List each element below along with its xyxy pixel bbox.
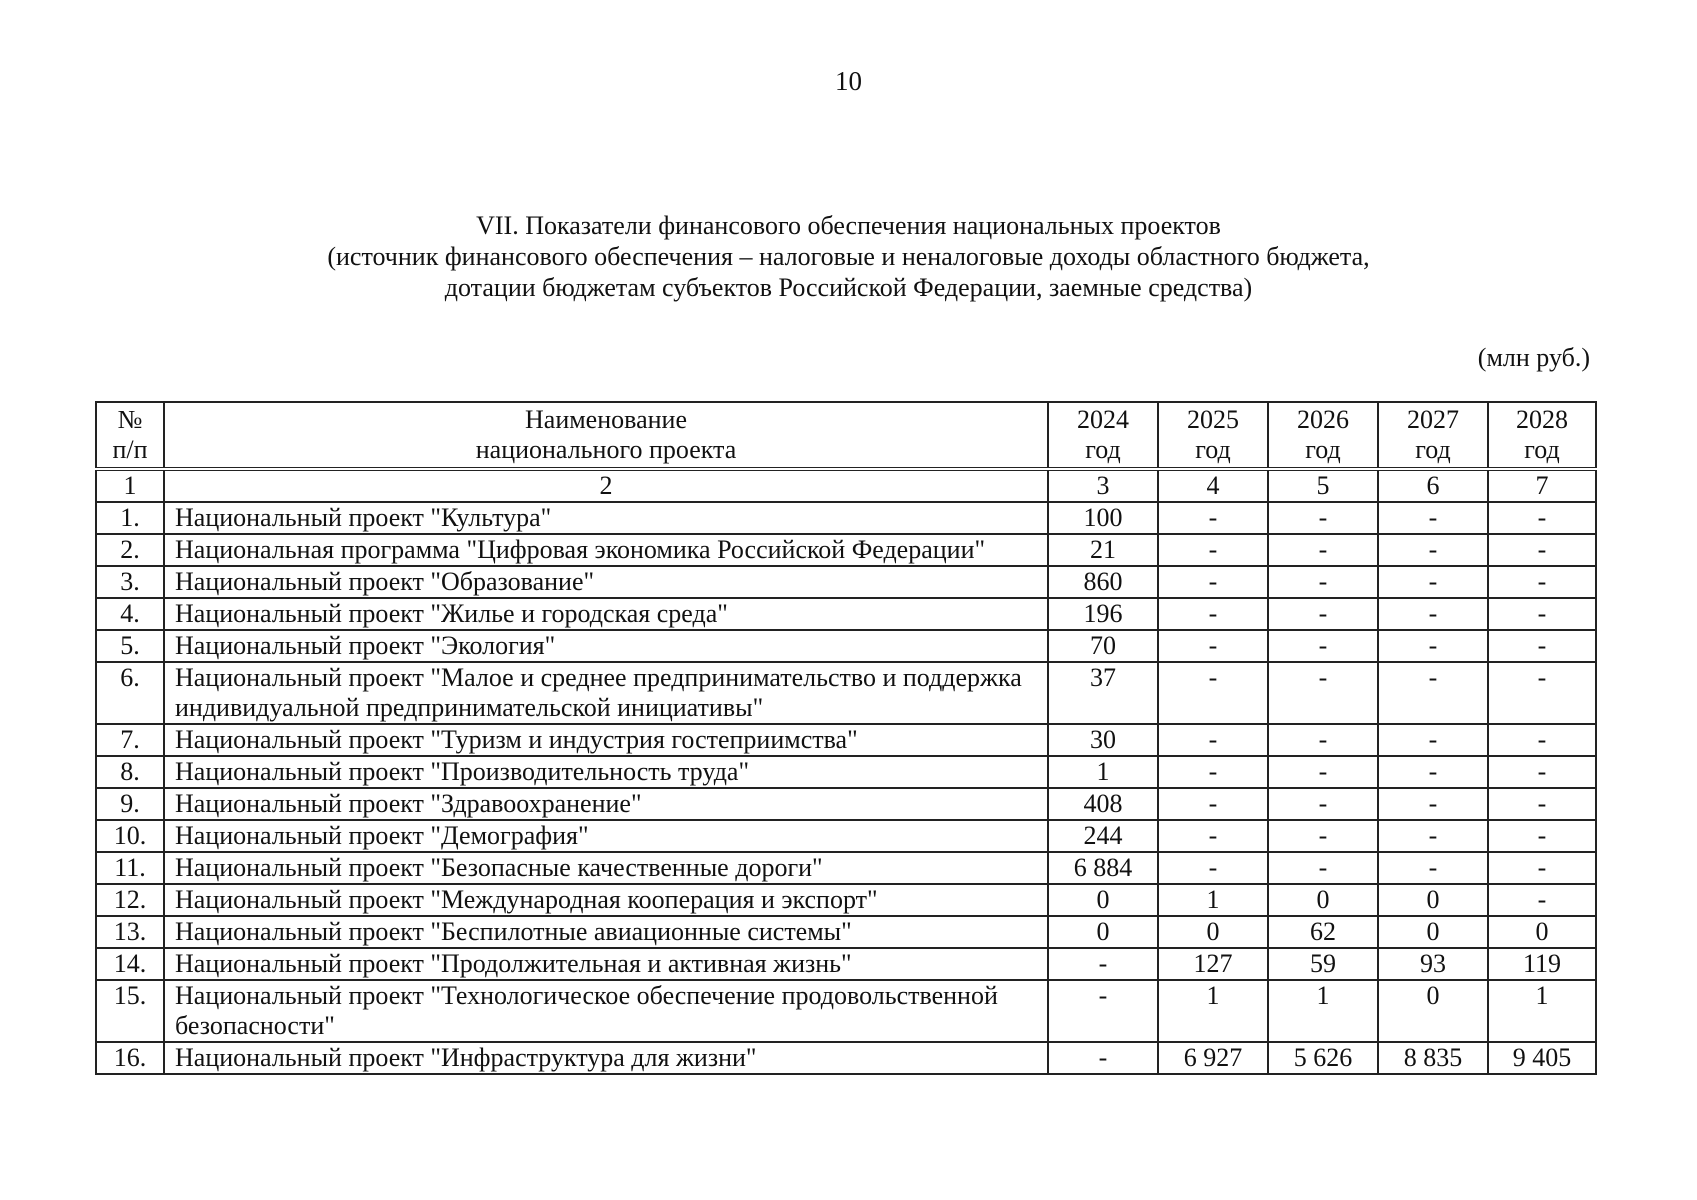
table-row — [96, 630, 1596, 662]
header-name-line-2: национального проекта — [475, 435, 737, 464]
year-value: 119 — [1488, 948, 1596, 980]
year-value: - — [1268, 756, 1378, 788]
year-value: - — [1378, 756, 1488, 788]
year-value: - — [1488, 502, 1596, 534]
column-number: 1 — [96, 469, 164, 502]
header-year-2024 — [1048, 402, 1158, 469]
table-row — [96, 598, 1596, 630]
year-value: - — [1378, 852, 1488, 884]
table-row — [96, 502, 1596, 534]
project-name: Национальный проект "Образование" — [164, 566, 1048, 598]
year-value: - — [1488, 788, 1596, 820]
year-value: - — [1268, 566, 1378, 598]
year-value: - — [1158, 534, 1268, 566]
row-number: 16. — [96, 1042, 164, 1074]
row-number: 3. — [96, 566, 164, 598]
year-value: 93 — [1378, 948, 1488, 980]
year-value: - — [1158, 598, 1268, 630]
table-row — [96, 788, 1596, 820]
year-value: - — [1268, 820, 1378, 852]
row-number: 15. — [96, 980, 164, 1042]
year-value: - — [1378, 534, 1488, 566]
header-name-line-1: Наименование — [525, 405, 687, 434]
year-value: - — [1488, 820, 1596, 852]
year-value: - — [1048, 980, 1158, 1042]
page-number: 10 — [835, 66, 862, 96]
project-name: Национальный проект "Беспилотные авиационные системы" — [164, 916, 1048, 948]
year-value: 0 — [1488, 916, 1596, 948]
header-name — [164, 402, 1048, 469]
units-label: (млн руб.) — [1477, 343, 1590, 372]
year-value: 1 — [1158, 980, 1268, 1042]
project-name: Национальный проект "Международная кооперация и экспорт" — [164, 884, 1048, 916]
year-value: 59 — [1268, 948, 1378, 980]
row-number: 1. — [96, 502, 164, 534]
project-name: Национальный проект "Инфраструктура для жизни" — [164, 1042, 1048, 1074]
year-value: 0 — [1378, 884, 1488, 916]
project-name: Национальный проект "Безопасные качественные дороги" — [164, 852, 1048, 884]
year-value: - — [1488, 630, 1596, 662]
year-value: - — [1268, 852, 1378, 884]
table-row — [96, 980, 1596, 1042]
year-value: - — [1268, 724, 1378, 756]
year-value: - — [1488, 884, 1596, 916]
year-value: 0 — [1378, 916, 1488, 948]
header-year: 2028 — [1516, 405, 1568, 434]
year-value: - — [1158, 756, 1268, 788]
year-value: - — [1268, 502, 1378, 534]
year-value: - — [1048, 1042, 1158, 1074]
year-value: - — [1488, 724, 1596, 756]
column-number: 6 — [1378, 469, 1488, 502]
year-value: 100 — [1048, 502, 1158, 534]
header-year-suffix: год — [1305, 435, 1341, 464]
table-row — [96, 884, 1596, 916]
row-number: 5. — [96, 630, 164, 662]
column-number: 7 — [1488, 469, 1596, 502]
heading-line-3: дотации бюджетам субъектов Российской Федерации, заемные средства) — [444, 273, 1253, 302]
year-value: - — [1158, 788, 1268, 820]
table-row — [96, 948, 1596, 980]
column-numbers-row — [96, 469, 1596, 502]
year-value: - — [1488, 534, 1596, 566]
year-value: - — [1378, 566, 1488, 598]
year-value: 30 — [1048, 724, 1158, 756]
row-number: 6. — [96, 662, 164, 724]
year-value: 62 — [1268, 916, 1378, 948]
year-value: - — [1268, 598, 1378, 630]
row-number: 8. — [96, 756, 164, 788]
header-year: 2027 — [1407, 405, 1459, 434]
year-value: - — [1268, 534, 1378, 566]
row-number: 4. — [96, 598, 164, 630]
table-row — [96, 1042, 1596, 1074]
header-year: 2024 — [1077, 405, 1129, 434]
year-value: - — [1488, 598, 1596, 630]
table-row — [96, 724, 1596, 756]
year-value: - — [1158, 502, 1268, 534]
project-name: Национальный проект "Жилье и городская среда" — [164, 598, 1048, 630]
row-number: 7. — [96, 724, 164, 756]
year-value: - — [1158, 566, 1268, 598]
column-number: 4 — [1158, 469, 1268, 502]
project-name: Национальная программа "Цифровая экономика Российской Федерации" — [164, 534, 1048, 566]
row-number: 9. — [96, 788, 164, 820]
table-row — [96, 662, 1596, 724]
table-row — [96, 852, 1596, 884]
year-value: 0 — [1048, 916, 1158, 948]
year-value: - — [1488, 662, 1596, 724]
column-number: 3 — [1048, 469, 1158, 502]
header-year-2026 — [1268, 402, 1378, 469]
heading-line-1: VII. Показатели финансового обеспечения национальных проектов — [476, 211, 1221, 240]
year-value: - — [1378, 662, 1488, 724]
year-value: 0 — [1048, 884, 1158, 916]
year-value: - — [1158, 724, 1268, 756]
year-value: 37 — [1048, 662, 1158, 724]
year-value: 244 — [1048, 820, 1158, 852]
project-name: Национальный проект "Экология" — [164, 630, 1048, 662]
row-number: 11. — [96, 852, 164, 884]
table-row — [96, 756, 1596, 788]
project-name: Национальный проект "Туризм и индустрия гостеприимства" — [164, 724, 1048, 756]
year-value: 860 — [1048, 566, 1158, 598]
year-value: 1 — [1158, 884, 1268, 916]
project-name: Национальный проект "Культура" — [164, 502, 1048, 534]
year-value: - — [1488, 756, 1596, 788]
column-number: 2 — [164, 469, 1048, 502]
project-name: Национальный проект "Малое и среднее предпринимательство и поддержка индивидуальной предпринимательской инициативы" — [164, 662, 1048, 724]
project-name: Национальный проект "Здравоохранение" — [164, 788, 1048, 820]
year-value: 0 — [1378, 980, 1488, 1042]
year-value: - — [1378, 598, 1488, 630]
header-year-2025 — [1158, 402, 1268, 469]
year-value: - — [1488, 566, 1596, 598]
heading-line-2: (источник финансового обеспечения – налоговые и неналоговые доходы областного бюджета, — [327, 242, 1370, 271]
table-row — [96, 916, 1596, 948]
year-value: 127 — [1158, 948, 1268, 980]
row-number: 12. — [96, 884, 164, 916]
header-year-suffix: год — [1524, 435, 1560, 464]
row-number: 14. — [96, 948, 164, 980]
header-year-suffix: год — [1085, 435, 1121, 464]
header-year: 2026 — [1297, 405, 1349, 434]
year-value: 1 — [1048, 756, 1158, 788]
header-num — [96, 402, 164, 469]
table-row — [96, 566, 1596, 598]
financing-table — [95, 401, 1597, 1075]
row-number: 13. — [96, 916, 164, 948]
project-name: Национальный проект "Демография" — [164, 820, 1048, 852]
year-value: - — [1158, 852, 1268, 884]
year-value: - — [1048, 948, 1158, 980]
year-value: - — [1378, 788, 1488, 820]
year-value: 5 626 — [1268, 1042, 1378, 1074]
year-value: - — [1488, 852, 1596, 884]
year-value: - — [1378, 820, 1488, 852]
header-year-suffix: год — [1195, 435, 1231, 464]
table-row — [96, 534, 1596, 566]
year-value: - — [1378, 630, 1488, 662]
year-value: - — [1378, 724, 1488, 756]
year-value: - — [1268, 788, 1378, 820]
year-value: 0 — [1158, 916, 1268, 948]
year-value: 6 884 — [1048, 852, 1158, 884]
year-value: 0 — [1268, 884, 1378, 916]
year-value: 21 — [1048, 534, 1158, 566]
header-year: 2025 — [1187, 405, 1239, 434]
column-number: 5 — [1268, 469, 1378, 502]
year-value: 6 927 — [1158, 1042, 1268, 1074]
row-number: 2. — [96, 534, 164, 566]
header-num-line-1: № — [117, 405, 143, 434]
year-value: 1 — [1268, 980, 1378, 1042]
table-row — [96, 820, 1596, 852]
year-value: - — [1158, 820, 1268, 852]
row-number: 10. — [96, 820, 164, 852]
header-year-suffix: год — [1415, 435, 1451, 464]
section-heading — [0, 210, 1697, 303]
year-value: - — [1158, 662, 1268, 724]
header-year-2027 — [1378, 402, 1488, 469]
year-value: 1 — [1488, 980, 1596, 1042]
year-value: - — [1158, 630, 1268, 662]
year-value: 9 405 — [1488, 1042, 1596, 1074]
header-num-line-2: п/п — [112, 435, 148, 464]
year-value: - — [1378, 502, 1488, 534]
header-year-2028 — [1488, 402, 1596, 469]
year-value: 8 835 — [1378, 1042, 1488, 1074]
year-value: 196 — [1048, 598, 1158, 630]
project-name: Национальный проект "Производительность труда" — [164, 756, 1048, 788]
year-value: - — [1268, 630, 1378, 662]
project-name: Национальный проект "Технологическое обеспечение продовольственной безопасности" — [164, 980, 1048, 1042]
header-row — [96, 402, 1596, 469]
project-name: Национальный проект "Продолжительная и активная жизнь" — [164, 948, 1048, 980]
year-value: 408 — [1048, 788, 1158, 820]
year-value: 70 — [1048, 630, 1158, 662]
year-value: - — [1268, 662, 1378, 724]
